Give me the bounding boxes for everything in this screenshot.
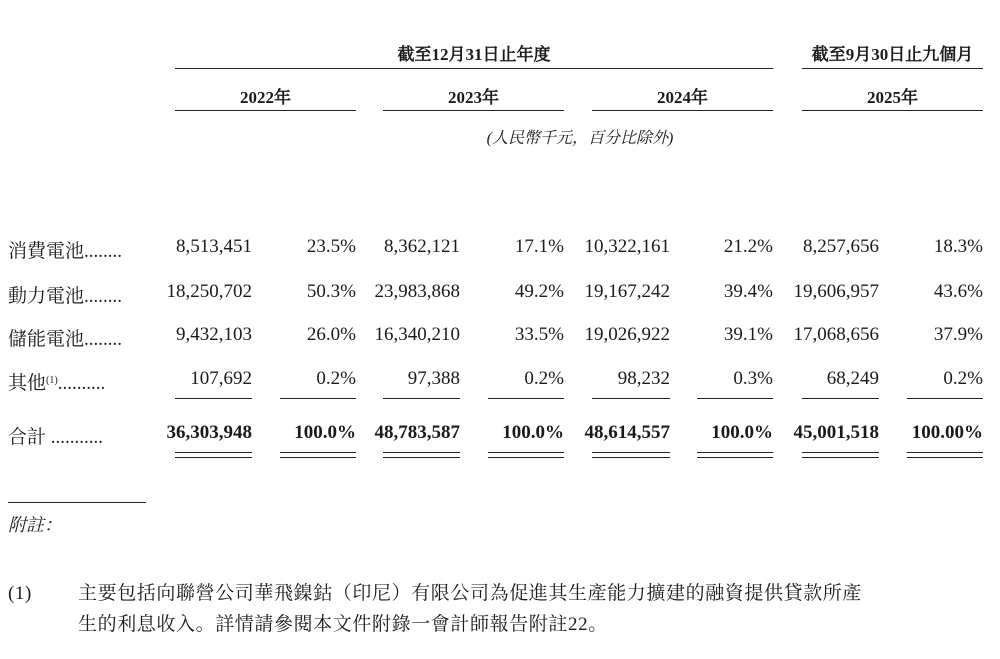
double-rule-bottom bbox=[280, 457, 356, 458]
year-rule-2023 bbox=[383, 110, 564, 111]
subtotal-rule bbox=[175, 398, 252, 399]
table-cell: 17.1% bbox=[514, 236, 564, 257]
total-cell: 48,614,557 bbox=[584, 422, 670, 443]
footnote-line: 生的利息收入。詳情請參閱本文件附錄一會計師報告附註22。 bbox=[78, 614, 608, 635]
row-label bbox=[8, 281, 122, 308]
footnote-marker: (1) bbox=[46, 375, 58, 386]
subtotal-rule bbox=[280, 398, 356, 399]
table-cell: 23.5% bbox=[306, 236, 356, 257]
subtotal-rule bbox=[802, 398, 879, 399]
double-rule-top bbox=[383, 452, 460, 453]
leader-dots: ........ bbox=[84, 286, 123, 307]
year-rule-2025 bbox=[802, 110, 983, 111]
total-cell: 100.0% bbox=[294, 422, 356, 443]
total-cell: 36,303,948 bbox=[166, 422, 252, 443]
notes-heading: 附註： bbox=[8, 515, 62, 535]
table-cell: 18.3% bbox=[933, 236, 983, 257]
table-cell: 10,322,161 bbox=[584, 236, 670, 257]
table-cell: 19,167,242 bbox=[584, 281, 670, 302]
double-rule-top bbox=[280, 452, 356, 453]
table-cell: 50.3% bbox=[306, 281, 356, 302]
table-cell: 16,340,210 bbox=[374, 324, 460, 345]
row-label-text: 其他 bbox=[8, 373, 47, 394]
leader-dots: ........... bbox=[50, 427, 104, 448]
double-rule-bottom bbox=[802, 457, 879, 458]
subtotal-rule bbox=[592, 398, 670, 399]
total-cell: 45,001,518 bbox=[793, 422, 879, 443]
double-rule-bottom bbox=[488, 457, 564, 458]
footnote-line: 主要包括向聯營公司華飛鎳鈷（印尼）有限公司為促進其生產能力擴建的融資提供貸款所產 bbox=[78, 583, 863, 604]
table-cell: 43.6% bbox=[933, 281, 983, 302]
subtotal-rule bbox=[697, 398, 773, 399]
table-cell: 23,983,868 bbox=[374, 281, 460, 302]
table-cell: 97,388 bbox=[407, 368, 460, 389]
table-cell: 0.2% bbox=[524, 368, 564, 389]
row-label-text: 動力電池 bbox=[8, 286, 85, 307]
leader-dots: .......... bbox=[57, 373, 106, 394]
table-cell: 39.1% bbox=[723, 324, 773, 345]
table-cell: 9,432,103 bbox=[176, 324, 252, 345]
table-cell: 17,068,656 bbox=[793, 324, 879, 345]
table-cell: 21.2% bbox=[723, 236, 773, 257]
table-cell: 0.2% bbox=[316, 368, 356, 389]
fiscal-year-header: 截至12月31日止年度 bbox=[397, 45, 551, 64]
unit-note: (人民幣千元，百分比除外) bbox=[486, 130, 674, 147]
double-rule-bottom bbox=[383, 457, 460, 458]
year-header-2023: 2023年 bbox=[448, 88, 499, 107]
row-label bbox=[8, 324, 122, 351]
table-cell: 39.4% bbox=[723, 281, 773, 302]
notes-separator bbox=[8, 502, 146, 503]
total-cell: 48,783,587 bbox=[374, 422, 460, 443]
double-rule-top bbox=[802, 452, 879, 453]
year-header-2024: 2024年 bbox=[657, 88, 708, 107]
footnote-marker: (1) bbox=[8, 583, 32, 604]
table-cell: 0.2% bbox=[943, 368, 983, 389]
double-rule-bottom bbox=[592, 457, 670, 458]
table-cell: 8,513,451 bbox=[176, 236, 252, 257]
leader-dots: ........ bbox=[84, 241, 123, 262]
row-label bbox=[8, 236, 122, 263]
table-cell: 33.5% bbox=[514, 324, 564, 345]
year-rule-2024 bbox=[592, 110, 773, 111]
table-cell: 19,026,922 bbox=[584, 324, 670, 345]
total-cell: 100.0% bbox=[711, 422, 773, 443]
double-rule-bottom bbox=[175, 457, 252, 458]
double-rule-bottom bbox=[907, 457, 983, 458]
nine-month-header-rule bbox=[802, 68, 983, 69]
subtotal-rule bbox=[907, 398, 983, 399]
year-rule-2022 bbox=[175, 110, 356, 111]
table-cell: 26.0% bbox=[306, 324, 356, 345]
total-label bbox=[8, 422, 103, 449]
year-header-2025: 2025年 bbox=[867, 88, 918, 107]
total-label-text: 合計 bbox=[8, 427, 47, 448]
subtotal-rule bbox=[383, 398, 460, 399]
table-cell: 8,257,656 bbox=[803, 236, 879, 257]
subtotal-rule bbox=[488, 398, 564, 399]
double-rule-bottom bbox=[697, 457, 773, 458]
row-label-text: 儲能電池 bbox=[8, 329, 85, 350]
row-label bbox=[8, 368, 105, 395]
year-header-2022: 2022年 bbox=[240, 88, 291, 107]
footnote-text bbox=[78, 578, 988, 640]
total-cell: 100.00% bbox=[911, 422, 983, 443]
double-rule-top bbox=[697, 452, 773, 453]
total-cell: 100.0% bbox=[502, 422, 564, 443]
table-cell: 37.9% bbox=[933, 324, 983, 345]
double-rule-top bbox=[175, 452, 252, 453]
table-cell: 8,362,121 bbox=[384, 236, 460, 257]
double-rule-top bbox=[907, 452, 983, 453]
leader-dots: ........ bbox=[84, 329, 123, 350]
double-rule-top bbox=[488, 452, 564, 453]
table-cell: 0.3% bbox=[733, 368, 773, 389]
fiscal-year-header-rule bbox=[175, 68, 773, 69]
table-cell: 19,606,957 bbox=[793, 281, 879, 302]
table-cell: 107,692 bbox=[190, 368, 252, 389]
table-cell: 68,249 bbox=[826, 368, 879, 389]
table-cell: 18,250,702 bbox=[166, 281, 252, 302]
row-label-text: 消費電池 bbox=[8, 241, 85, 262]
table-cell: 49.2% bbox=[514, 281, 564, 302]
double-rule-top bbox=[592, 452, 670, 453]
table-cell: 98,232 bbox=[617, 368, 670, 389]
nine-month-header: 截至9月30日止九個月 bbox=[811, 45, 974, 64]
